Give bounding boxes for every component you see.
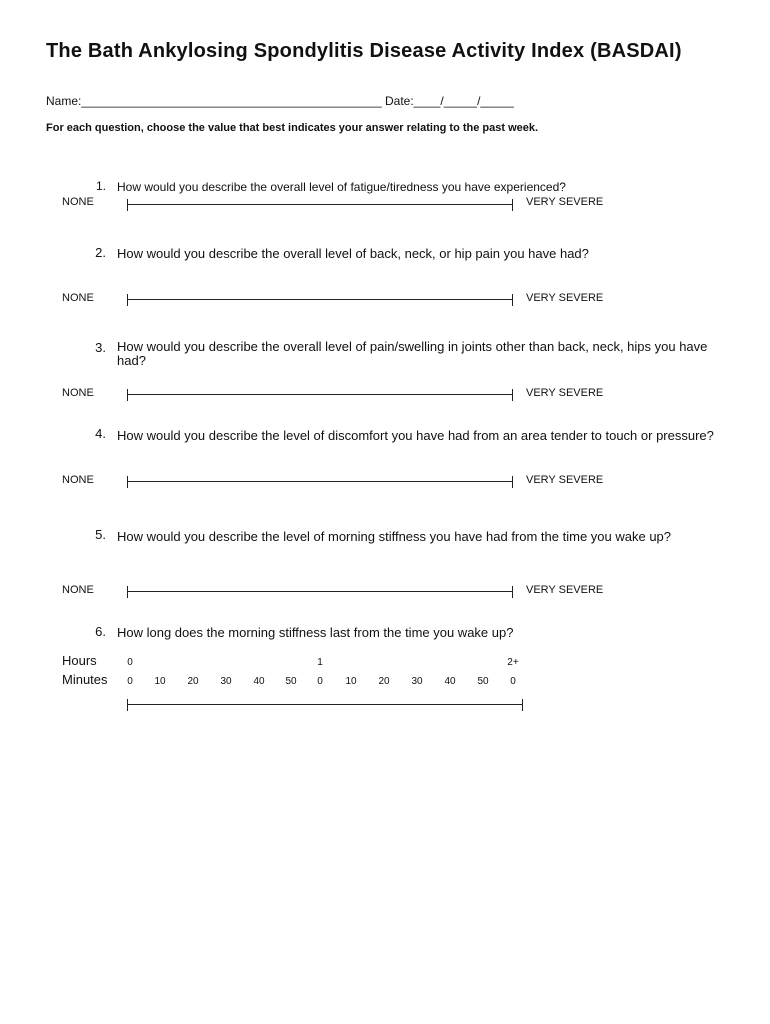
question-4-right-label: VERY SEVERE: [526, 474, 604, 486]
scale-start-tick: [127, 476, 128, 488]
scale-end-tick: [512, 199, 513, 211]
scale-line: [127, 481, 513, 482]
hours-label: Hours: [62, 653, 97, 668]
question-1-text: How would you describe the overall level of fatigue/tiredness you have experienced?: [117, 180, 566, 194]
question-2-left-label: NONE: [62, 292, 94, 304]
page-title: The Bath Ankylosing Spondylitis Disease Activity Index (BASDAI): [46, 40, 682, 62]
question-2-right-label: VERY SEVERE: [526, 292, 604, 304]
minutes-mark: 20: [378, 676, 390, 687]
question-3-scale[interactable]: [127, 389, 513, 401]
minutes-mark: 10: [154, 676, 166, 687]
scale-end-tick: [522, 699, 523, 711]
scale-start-tick: [127, 199, 128, 211]
minutes-mark: 50: [285, 676, 297, 687]
scale-end-tick: [512, 389, 513, 401]
instructions: For each question, choose the value that best indicates your answer relating to the past week.: [46, 122, 539, 134]
question-3-number: 3.: [95, 340, 106, 355]
question-4-scale[interactable]: [127, 476, 513, 488]
question-6-number: 6.: [95, 624, 106, 639]
hours-mark: 2+: [507, 657, 519, 668]
question-4-text: How would you describe the level of discomfort you have had from an area tender to touch or pressure?: [117, 428, 714, 443]
scale-start-tick: [127, 586, 128, 598]
question-3-text: How would you describe the overall level of pain/swelling in joints other than back, neck, hips you have had?: [117, 339, 708, 368]
scale-end-tick: [512, 294, 513, 306]
question-1-left-label: NONE: [62, 196, 94, 208]
minutes-mark: 0: [510, 676, 516, 687]
question-3-left-label: NONE: [62, 387, 94, 399]
minutes-mark: 0: [127, 676, 133, 687]
minutes-label: Minutes: [62, 672, 108, 687]
question-2-number: 2.: [95, 245, 106, 260]
question-5-scale[interactable]: [127, 586, 513, 598]
minutes-mark: 0: [317, 676, 323, 687]
question-3-right-label: VERY SEVERE: [526, 387, 604, 399]
minutes-mark: 20: [187, 676, 199, 687]
hours-mark: 0: [127, 657, 133, 668]
scale-end-tick: [512, 476, 513, 488]
minutes-mark: 50: [477, 676, 489, 687]
minutes-mark: 40: [444, 676, 456, 687]
scale-start-tick: [127, 389, 128, 401]
scale-line: [127, 299, 513, 300]
question-5-number: 5.: [95, 527, 106, 542]
scale-line: [127, 704, 523, 705]
scale-line: [127, 204, 513, 205]
scale-start-tick: [127, 699, 128, 711]
question-5-left-label: NONE: [62, 584, 94, 596]
question-4-left-label: NONE: [62, 474, 94, 486]
minutes-mark: 10: [345, 676, 357, 687]
minutes-mark: 40: [253, 676, 265, 687]
question-6-text: How long does the morning stiffness last from the time you wake up?: [117, 625, 514, 640]
question-1-right-label: VERY SEVERE: [526, 196, 604, 208]
name-date-field[interactable]: Name:_____________________________________________ Date:____/_____/_____: [46, 94, 514, 108]
scale-line: [127, 394, 513, 395]
question-5-text: How would you describe the level of morning stiffness you have had from the time you wake up?: [117, 529, 672, 544]
scale-start-tick: [127, 294, 128, 306]
minutes-mark: 30: [411, 676, 423, 687]
minutes-mark: 30: [220, 676, 232, 687]
question-1-number: 1.: [95, 179, 106, 193]
question-4-number: 4.: [95, 426, 106, 441]
question-5-right-label: VERY SEVERE: [526, 584, 604, 596]
question-2-text: How would you describe the overall level of back, neck, or hip pain you have had?: [117, 246, 589, 261]
question-2-scale[interactable]: [127, 294, 513, 306]
scale-end-tick: [512, 586, 513, 598]
question-1-scale[interactable]: [127, 199, 513, 211]
hours-mark: 1: [317, 657, 323, 668]
question-6-scale[interactable]: [127, 699, 523, 711]
scale-line: [127, 591, 513, 592]
